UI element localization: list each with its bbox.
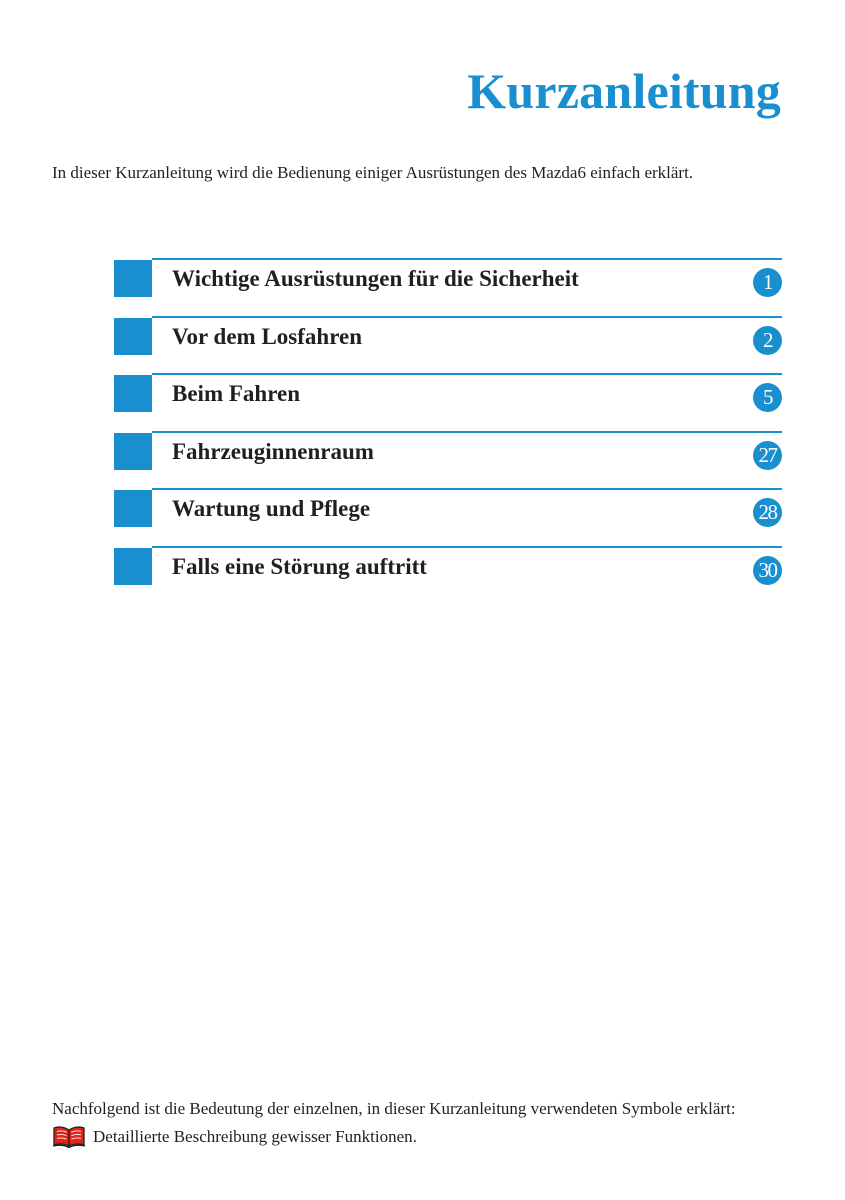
toc-rule <box>152 316 782 318</box>
toc-rule <box>152 373 782 375</box>
toc-rule <box>152 546 782 548</box>
legend-description: Detaillierte Beschreibung gewisser Funktionen. <box>93 1127 417 1146</box>
toc-rule <box>152 488 782 490</box>
toc-item-label: Wartung und Pflege <box>172 496 371 521</box>
toc-item-before-driving[interactable] <box>114 316 782 374</box>
toc-item-interior[interactable] <box>114 431 782 489</box>
toc-page-badge: 30 <box>753 556 782 585</box>
toc-page-badge: 1 <box>753 268 782 297</box>
toc-item-safety[interactable] <box>114 258 782 316</box>
intro-text: In dieser Kurzanleitung wird die Bedienung einiger Ausrüstungen des Mazda6 einfach erklärt. <box>52 163 694 182</box>
table-of-contents <box>114 258 782 603</box>
toc-marker <box>114 433 152 470</box>
toc-marker <box>114 548 152 585</box>
toc-item-malfunction[interactable] <box>114 546 782 604</box>
toc-item-driving[interactable] <box>114 373 782 431</box>
symbol-legend <box>52 1124 417 1150</box>
toc-item-label: Vor dem Losfahren <box>172 323 362 349</box>
page-title: Kurzanleitung <box>467 63 781 119</box>
toc-rule <box>152 431 782 433</box>
toc-marker <box>114 375 152 412</box>
toc-page-badge: 28 <box>753 498 782 527</box>
toc-item-maintenance[interactable] <box>114 488 782 546</box>
toc-item-label: Wichtige Ausrüstungen für die Sicherheit <box>172 266 579 291</box>
toc-item-label: Falls eine Störung auftritt <box>172 553 427 579</box>
symbols-note: Nachfolgend ist die Bedeutung der einzelnen, in dieser Kurzanleitung verwendeten Symbole erklärt: <box>52 1099 736 1118</box>
toc-marker <box>114 490 152 527</box>
toc-marker <box>114 260 152 297</box>
book-icon <box>52 1125 86 1149</box>
toc-marker <box>114 318 152 355</box>
toc-page-badge: 2 <box>753 326 782 355</box>
toc-page-badge: 27 <box>753 441 782 470</box>
toc-rule <box>152 258 782 260</box>
toc-item-label: Beim Fahren <box>172 381 300 406</box>
toc-item-label: Fahrzeuginnenraum <box>172 438 374 464</box>
toc-page-badge: 5 <box>753 383 782 412</box>
